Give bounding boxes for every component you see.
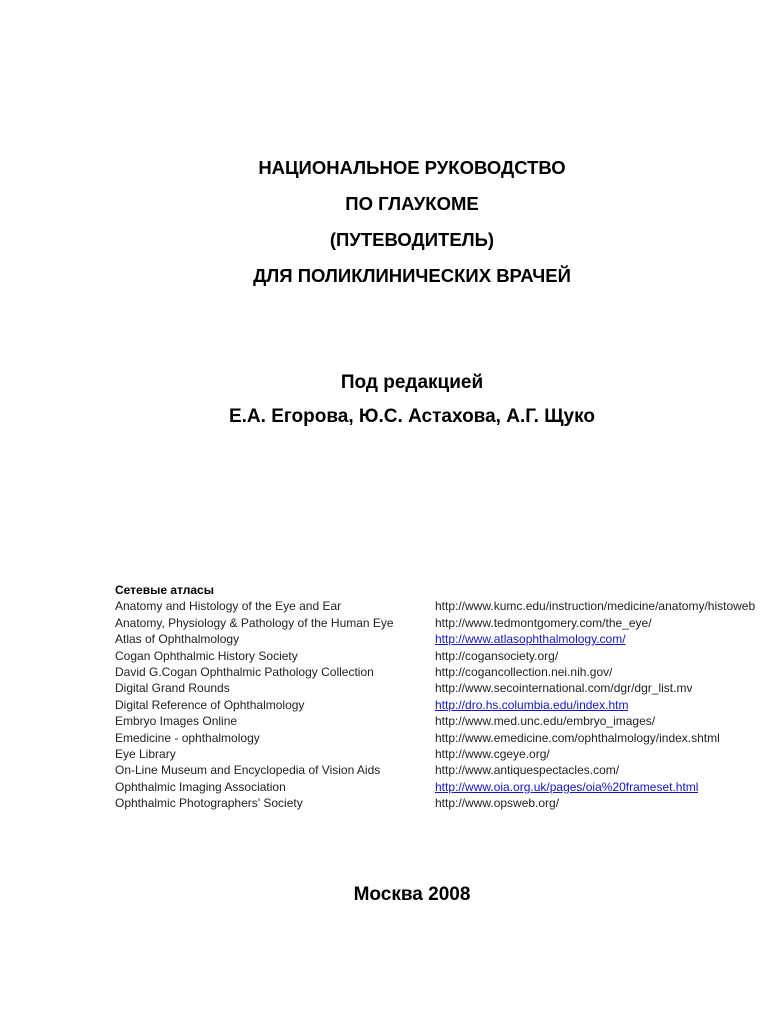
atlas-name: Digital Reference of Ophthalmology [115, 697, 305, 712]
atlas-name: On-Line Museum and Encyclopedia of Vision Aids [115, 763, 381, 778]
atlas-name: Embryo Images Online [115, 714, 238, 729]
atlas-url: http://www.secointernational.com/dgr/dgr_list.mv [435, 681, 693, 696]
atlas-url-link[interactable]: http://www.oia.org.uk/pages/oia%20frameset.html [435, 779, 699, 794]
publication-city-year: Москва 2008 [353, 884, 471, 905]
atlas-row [115, 697, 768, 713]
atlas-name: David G.Cogan Ophthalmic Pathology Collection [115, 664, 374, 679]
atlas-url: http://www.opsweb.org/ [435, 796, 560, 811]
atlases-heading: Сетевые атласы [115, 583, 214, 597]
atlas-name: Anatomy, Physiology & Pathology of the Human Eye [115, 615, 394, 630]
atlas-row [115, 713, 768, 729]
atlas-url: http://cogansociety.org/ [435, 648, 559, 663]
atlas-row [115, 779, 768, 795]
title-line-3: (ПУТЕВОДИТЕЛЬ) [329, 229, 495, 250]
atlas-row [115, 598, 768, 614]
atlases-list [115, 598, 768, 811]
atlas-url: http://www.kumc.edu/instruction/medicine/anatomy/histoweb [435, 599, 756, 614]
online-atlases-section [115, 582, 768, 811]
atlas-name: Cogan Ophthalmic History Society [115, 648, 298, 663]
atlas-name: Eye Library [115, 746, 176, 761]
atlas-url: http://www.med.unc.edu/embryo_images/ [435, 714, 656, 729]
atlas-name: Anatomy and Histology of the Eye and Ear [115, 599, 342, 614]
editors-names: Е.А. Егорова, Ю.С. Астахова, А.Г. Щуко [228, 406, 595, 427]
atlas-url: http://www.tedmontgomery.com/the_eye/ [435, 615, 652, 630]
book-title [0, 150, 768, 294]
atlas-row [115, 648, 768, 664]
atlas-url: http://www.cgeye.org/ [435, 746, 550, 761]
atlas-row [115, 680, 768, 696]
atlas-url: http://cogancollection.nei.nih.gov/ [435, 664, 613, 679]
atlas-row [115, 615, 768, 631]
atlas-url: http://www.antiquespectacles.com/ [435, 763, 620, 778]
atlas-url-link[interactable]: http://dro.hs.columbia.edu/index.htm [435, 697, 629, 712]
title-line-4: ДЛЯ ПОЛИКЛИНИЧЕСКИХ ВРАЧЕЙ [253, 265, 571, 286]
atlas-name: Ophthalmic Imaging Association [115, 779, 286, 794]
atlas-row [115, 631, 768, 647]
atlas-url: http://www.emedicine.com/ophthalmology/index.shtml [435, 730, 720, 745]
atlas-name: Digital Grand Rounds [115, 681, 230, 696]
atlas-url-link[interactable]: http://www.atlasophthalmology.com/ [435, 632, 626, 647]
title-line-2: ПО ГЛАУКОМЕ [345, 193, 479, 214]
atlas-name: Atlas of Ophthalmology [115, 632, 240, 647]
atlas-name: Ophthalmic Photographers' Society [115, 796, 303, 811]
atlas-row [115, 795, 768, 811]
atlas-row [115, 664, 768, 680]
atlas-row [115, 746, 768, 762]
atlas-row [115, 730, 768, 746]
editors-label: Под редакцией [340, 372, 484, 393]
title-line-1: НАЦИОНАЛЬНОЕ РУКОВОДСТВО [258, 157, 566, 178]
editors-block [0, 366, 768, 434]
atlas-name: Emedicine - ophthalmology [115, 730, 260, 745]
atlas-row [115, 762, 768, 778]
